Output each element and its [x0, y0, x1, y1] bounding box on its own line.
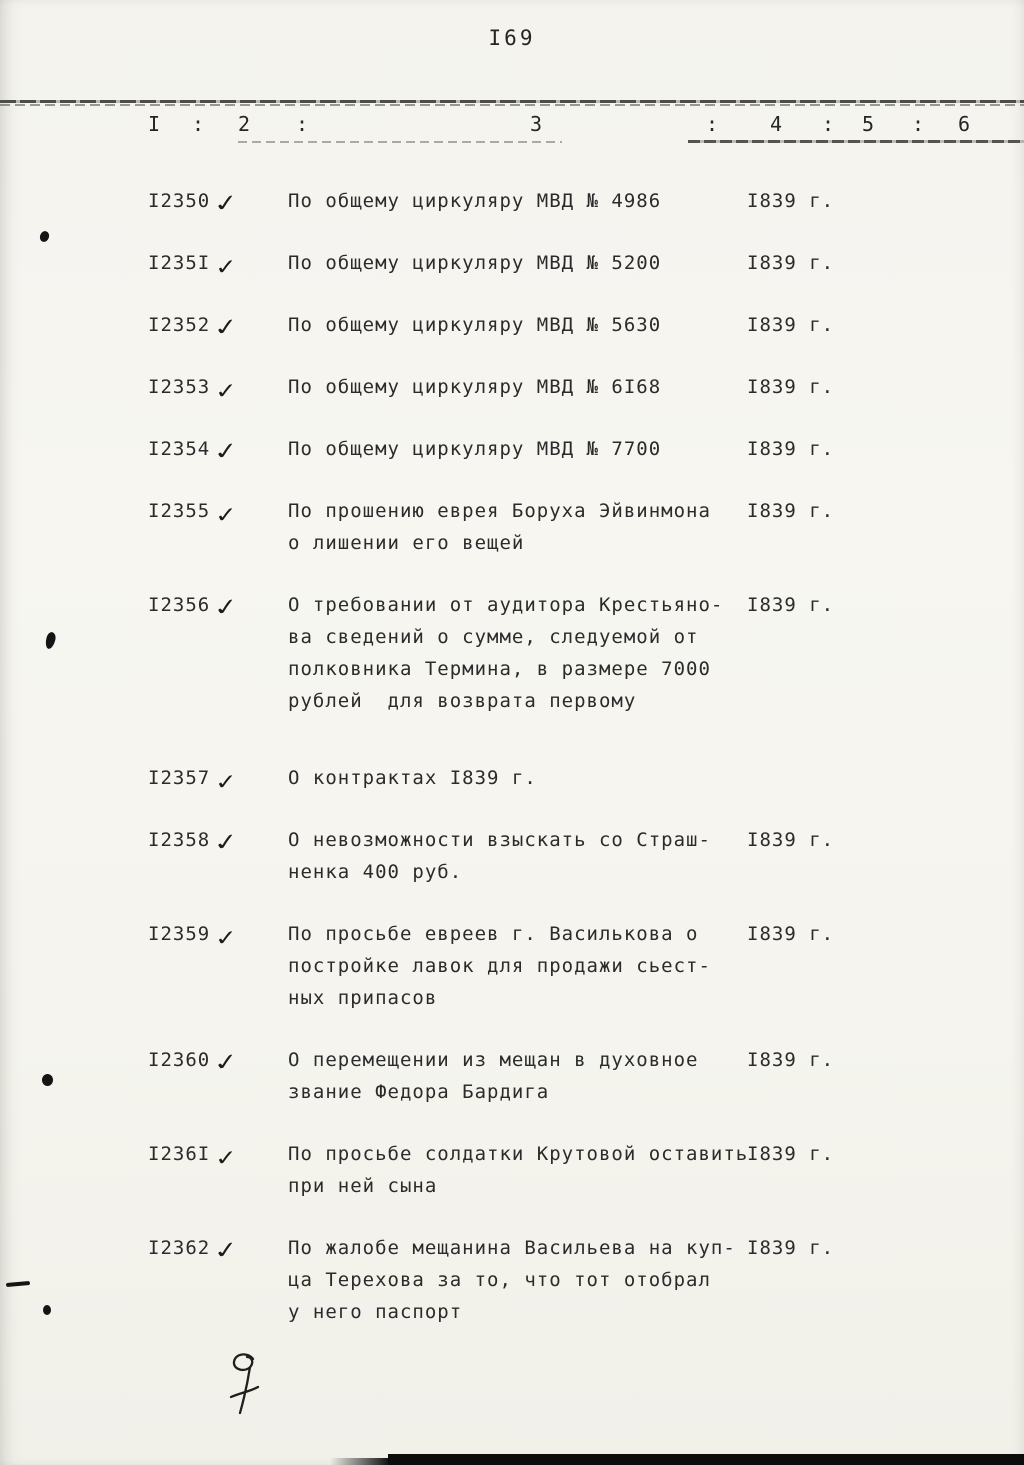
- checkmark-icon: ✓: [211, 1235, 243, 1265]
- handwritten-mark: [220, 1350, 272, 1422]
- entry-description-line: По общему циркуляру МВД № 5630: [288, 314, 662, 336]
- table-header: [0, 112, 1024, 140]
- entry-row: [0, 1044, 1024, 1108]
- entry-year: I839 г.: [747, 314, 835, 336]
- entry-number: I2354: [148, 438, 211, 460]
- scan-edge-fade: [330, 1458, 390, 1465]
- entry-description-line: рублей для возврата первому: [288, 690, 637, 712]
- checkmark-icon: ✓: [214, 769, 240, 795]
- entry-number: I2358: [148, 829, 211, 851]
- entry-row: [0, 247, 1024, 279]
- entry-description-line: По общему циркуляру МВД № 7700: [288, 438, 662, 460]
- entries-list: [0, 185, 1024, 1358]
- checkmark-icon: ✓: [211, 188, 243, 218]
- entry-year: I839 г.: [747, 594, 835, 616]
- header-col-3: 3: [530, 112, 543, 136]
- entry-description: [288, 247, 740, 279]
- entry-description-line: ных припасов: [288, 987, 438, 1009]
- entry-row: [0, 762, 1024, 794]
- entry-description-line: По общему циркуляру МВД № 6I68: [288, 376, 662, 398]
- entry-description-line: По жалобе мещанина Васильева на куп-: [288, 1237, 736, 1259]
- ink-dot: [42, 1074, 53, 1086]
- entry-number-cell: [148, 185, 288, 217]
- table-sub-rule-right: [688, 140, 1024, 143]
- header-separator: :: [706, 112, 719, 136]
- entry-row: [0, 495, 1024, 559]
- entry-number-cell: [148, 309, 288, 341]
- checkmark-icon: ✓: [214, 925, 240, 951]
- entry-description: [288, 309, 740, 341]
- entry-description-line: постройке лавок для продажи сьест-: [288, 955, 711, 977]
- header-col-5: 5: [862, 112, 875, 136]
- entry-description-line: По просьбе солдатки Крутовой оставить: [288, 1143, 749, 1165]
- ink-dot: [43, 1305, 51, 1315]
- checkmark-icon: ✓: [211, 592, 243, 622]
- entry-number: I2362: [148, 1237, 211, 1259]
- entry-description: [288, 1044, 740, 1108]
- entry-year: I839 г.: [747, 1237, 835, 1259]
- entry-description: [288, 762, 740, 794]
- entry-description-line: По прошению еврея Боруха Эйвинмона: [288, 500, 711, 522]
- header-col-1: I: [148, 112, 161, 136]
- entry-year: I839 г.: [747, 438, 835, 460]
- entry-number-cell: [148, 371, 288, 403]
- entry-number: I2357: [148, 767, 211, 789]
- entry-row: [0, 433, 1024, 465]
- entry-row: [0, 309, 1024, 341]
- entry-number-cell: [148, 589, 288, 621]
- entry-number: I2350: [148, 190, 211, 212]
- entry-description-line: при ней сына: [288, 1175, 438, 1197]
- entry-number: I236I: [148, 1143, 211, 1165]
- entry-number-cell: [148, 1232, 288, 1264]
- entry-description-line: О требовании от аудитора Крестьяно-: [288, 594, 724, 616]
- entry-description: [288, 495, 740, 559]
- entry-description-line: ва сведений о сумме, следуемой от: [288, 626, 699, 648]
- entry-year: I839 г.: [747, 500, 835, 522]
- table-top-rule: [0, 100, 1024, 103]
- entry-year: I839 г.: [747, 1143, 835, 1165]
- entry-number: I2355: [148, 500, 211, 522]
- header-col-4: 4: [770, 112, 783, 136]
- entry-row: [0, 589, 1024, 717]
- entry-year: I839 г.: [747, 252, 835, 274]
- entry-number-cell: [148, 1138, 288, 1170]
- entry-year: I839 г.: [747, 1049, 835, 1071]
- header-separator: :: [822, 112, 835, 136]
- entry-row: [0, 1138, 1024, 1202]
- header-separator: :: [912, 112, 925, 136]
- checkmark-icon: ✓: [214, 378, 240, 404]
- entry-description-line: О контрактах I839 г.: [288, 767, 537, 789]
- entry-year: I839 г.: [747, 829, 835, 851]
- checkmark-icon: ✓: [214, 502, 240, 528]
- checkmark-icon: ✓: [214, 1145, 240, 1171]
- entry-description: [288, 589, 740, 717]
- entry-row: [0, 824, 1024, 888]
- entry-number-cell: [148, 1044, 288, 1076]
- entry-description-line: О перемещении из мещан в духовное: [288, 1049, 699, 1071]
- entry-number-cell: [148, 433, 288, 465]
- entry-row: [0, 371, 1024, 403]
- entry-number: I2359: [148, 923, 211, 945]
- entry-description-line: о лишении его вещей: [288, 532, 525, 554]
- entry-description: [288, 824, 740, 888]
- entry-description-line: у него паспорт: [288, 1301, 463, 1323]
- checkmark-icon: ✓: [211, 827, 243, 857]
- entry-year: I839 г.: [747, 190, 835, 212]
- entry-description-line: По общему циркуляру МВД № 4986: [288, 190, 662, 212]
- entry-year: I839 г.: [747, 923, 835, 945]
- header-separator: :: [192, 112, 205, 136]
- entry-number-cell: [148, 247, 288, 279]
- entry-description: [288, 185, 740, 217]
- entry-number: I2353: [148, 376, 211, 398]
- entry-description-line: По просьбе евреев г. Василькова о: [288, 923, 699, 945]
- entry-description-line: По общему циркуляру МВД № 5200: [288, 252, 662, 274]
- table-sub-rule-left: [238, 141, 562, 143]
- entry-number-cell: [148, 824, 288, 856]
- checkmark-icon: ✓: [211, 312, 243, 342]
- entry-number: I2352: [148, 314, 211, 336]
- entry-description: [288, 433, 740, 465]
- entry-description-line: звание Федора Бардига: [288, 1081, 550, 1103]
- entry-description-line: О невозможности взыскать со Страш-: [288, 829, 711, 851]
- entry-row: [0, 185, 1024, 217]
- entry-description: [288, 918, 740, 1014]
- entry-number: I235I: [148, 252, 211, 274]
- entry-number-cell: [148, 918, 288, 950]
- checkmark-icon: ✓: [214, 254, 240, 280]
- entry-number: I2356: [148, 594, 211, 616]
- header-col-2: 2: [238, 112, 251, 136]
- entry-number-cell: [148, 495, 288, 527]
- entry-number: I2360: [148, 1049, 211, 1071]
- entry-description: [288, 371, 740, 403]
- entry-description-line: ненка 400 руб.: [288, 861, 463, 883]
- entry-description: [288, 1232, 740, 1328]
- entry-row: [0, 918, 1024, 1014]
- entry-year: I839 г.: [747, 376, 835, 398]
- checkmark-icon: ✓: [211, 436, 243, 466]
- page-number: I69: [488, 26, 536, 50]
- entry-description-line: полковника Термина, в размере 7000: [288, 658, 711, 680]
- scan-edge-bar: [388, 1454, 1024, 1465]
- entry-description-line: ца Терехова за то, что тот отобрал: [288, 1269, 711, 1291]
- checkmark-icon: ✓: [211, 1047, 243, 1077]
- entry-description: [288, 1138, 749, 1202]
- header-col-6: 6: [958, 112, 971, 136]
- entry-number-cell: [148, 762, 288, 794]
- header-separator: :: [296, 112, 309, 136]
- entry-row: [0, 1232, 1024, 1328]
